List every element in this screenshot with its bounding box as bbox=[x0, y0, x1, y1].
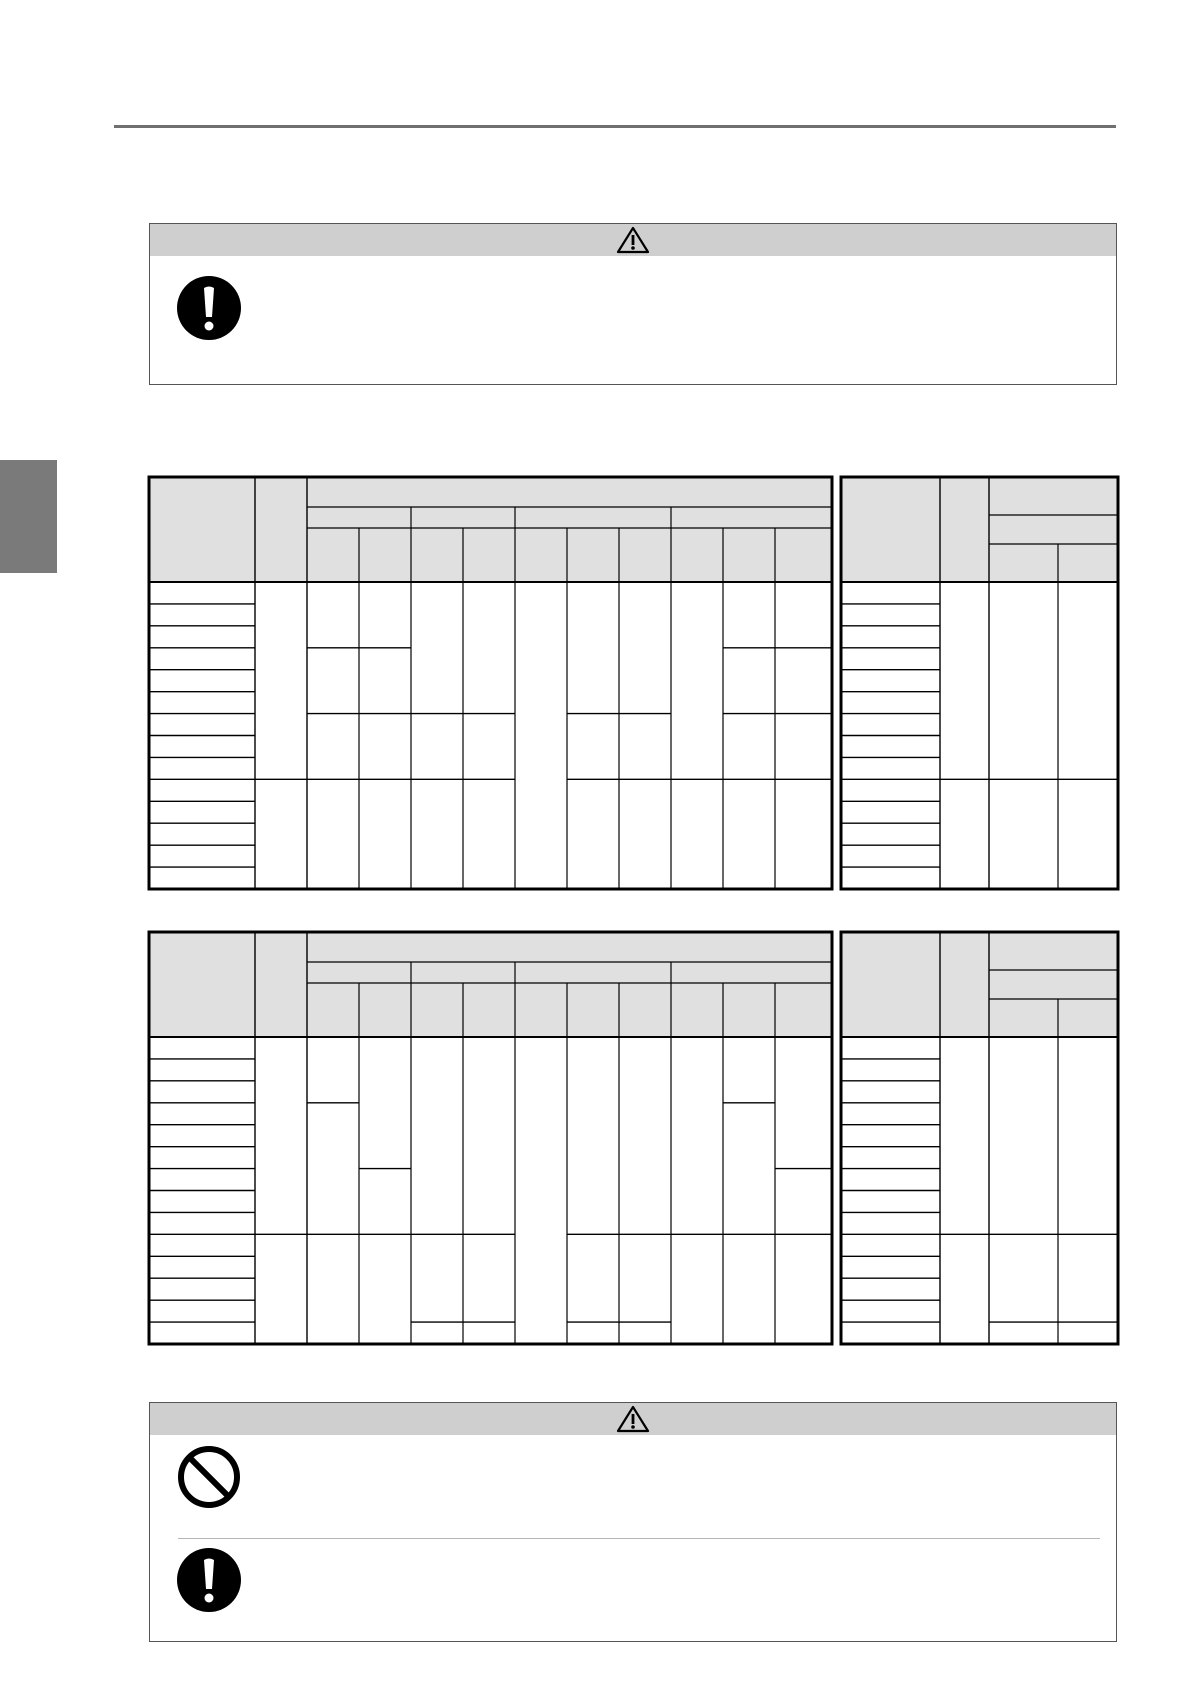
mandatory-exclamation-icon bbox=[177, 1548, 241, 1612]
table-header-right bbox=[841, 477, 1118, 582]
caution-notice-bottom bbox=[149, 1402, 1117, 1642]
prohibited-icon bbox=[177, 1445, 241, 1509]
caution-notice-top bbox=[149, 223, 1117, 385]
notice-divider bbox=[178, 1538, 1100, 1539]
caution-notice-header bbox=[150, 224, 1116, 256]
table-header-left bbox=[149, 477, 832, 582]
table-header-left bbox=[149, 932, 832, 1037]
spec-table-2 bbox=[149, 932, 1119, 1345]
header-rule bbox=[114, 125, 1116, 128]
spec-table-1 bbox=[149, 477, 1119, 890]
chapter-side-tab bbox=[0, 460, 57, 573]
table-header-right bbox=[841, 932, 1118, 1037]
caution-notice-header bbox=[150, 1403, 1116, 1435]
warning-triangle-icon bbox=[616, 226, 650, 254]
mandatory-exclamation-icon bbox=[177, 276, 241, 340]
warning-triangle-icon bbox=[616, 1405, 650, 1433]
